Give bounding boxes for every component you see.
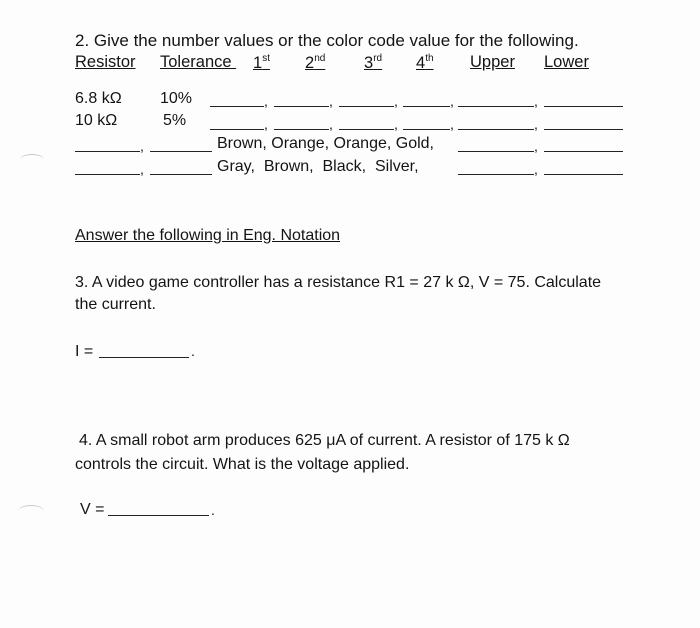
header-upper: Upper: [470, 53, 515, 71]
row2-band4-blank[interactable]: [403, 129, 450, 130]
comma: ,: [140, 161, 144, 177]
comma: ,: [329, 116, 333, 132]
current-answer-blank[interactable]: [99, 357, 189, 358]
row2-resistor: 10 kΩ: [75, 112, 118, 129]
header-band-4-num: 4: [416, 54, 426, 72]
header-band-3: [364, 53, 382, 73]
comma: ,: [534, 116, 538, 132]
question-4-line-2: controls the circuit. What is the voltage applied.: [75, 456, 410, 473]
row3-tolerance-blank[interactable]: [150, 151, 212, 152]
header-band-2-sup: nd: [314, 53, 326, 64]
row3-upper-blank[interactable]: [458, 151, 534, 152]
period: .: [211, 502, 215, 518]
header-band-1-num: 1: [253, 54, 263, 72]
comma: ,: [450, 116, 454, 132]
header-tolerance-label: Tolerance: [160, 53, 232, 71]
row4-lower-blank[interactable]: [544, 174, 623, 175]
row2-upper-blank[interactable]: [458, 129, 534, 130]
current-answer-label: I =: [75, 343, 94, 360]
comma: ,: [394, 93, 398, 109]
comma: ,: [140, 138, 144, 154]
row1-band2-blank[interactable]: [274, 106, 329, 107]
question-2-title: 2. Give the number values or the color code value for the following.: [75, 31, 579, 50]
header-band-2-num: 2: [305, 54, 315, 72]
header-band-3-num: 3: [364, 54, 374, 72]
row1-upper-blank[interactable]: [458, 106, 534, 107]
comma: ,: [534, 138, 538, 154]
margin-mark: [18, 505, 44, 518]
header-resistor: Resistor: [75, 53, 136, 71]
comma: ,: [450, 93, 454, 109]
row1-tolerance: 10%: [160, 90, 193, 107]
row1-lower-blank[interactable]: [544, 106, 623, 107]
row4-tolerance-blank[interactable]: [150, 174, 212, 175]
comma: ,: [534, 161, 538, 177]
voltage-answer-label: V =: [80, 501, 105, 518]
row1-resistor: 6.8 kΩ: [75, 90, 122, 107]
row2-band1-blank[interactable]: [210, 129, 264, 130]
voltage-answer-blank[interactable]: [108, 515, 209, 516]
row4-upper-blank[interactable]: [458, 174, 534, 175]
header-tolerance: [160, 53, 236, 72]
row4-colors: Gray, Brown, Black, Silver,: [217, 158, 419, 175]
comma: ,: [264, 116, 268, 132]
row1-band3-blank[interactable]: [339, 106, 394, 107]
row2-tolerance: 5%: [163, 112, 187, 129]
margin-mark: [20, 154, 44, 165]
row2-band3-blank[interactable]: [339, 129, 394, 130]
row2-lower-blank[interactable]: [544, 129, 623, 130]
row1-band1-blank[interactable]: [210, 106, 264, 107]
header-band-1-sup: st: [262, 53, 270, 64]
header-band-1: [253, 53, 270, 73]
row1-band4-blank[interactable]: [403, 106, 450, 107]
row3-lower-blank[interactable]: [544, 151, 623, 152]
header-band-4: [416, 53, 434, 73]
header-band-3-sup: rd: [373, 53, 383, 64]
period: .: [191, 343, 195, 359]
question-4-line-1: 4. A small robot arm produces 625 μA of current. A resistor of 175 k Ω: [79, 432, 570, 449]
comma: ,: [534, 93, 538, 109]
question-3-line-1: 3. A video game controller has a resistance R1 = 27 k Ω, V = 75. Calculate: [75, 274, 602, 291]
comma: ,: [264, 93, 268, 109]
comma: ,: [394, 116, 398, 132]
row3-resistor-blank[interactable]: [75, 151, 140, 152]
header-lower: Lower: [544, 53, 589, 71]
comma: ,: [329, 93, 333, 109]
eng-notation-heading: Answer the following in Eng. Notation: [75, 227, 341, 244]
row3-colors: Brown, Orange, Orange, Gold,: [217, 135, 434, 152]
header-band-4-sup: th: [425, 53, 434, 64]
question-3-line-2: the current.: [75, 296, 156, 313]
row2-band2-blank[interactable]: [274, 129, 329, 130]
row4-resistor-blank[interactable]: [75, 174, 140, 175]
header-band-2: [305, 53, 325, 73]
